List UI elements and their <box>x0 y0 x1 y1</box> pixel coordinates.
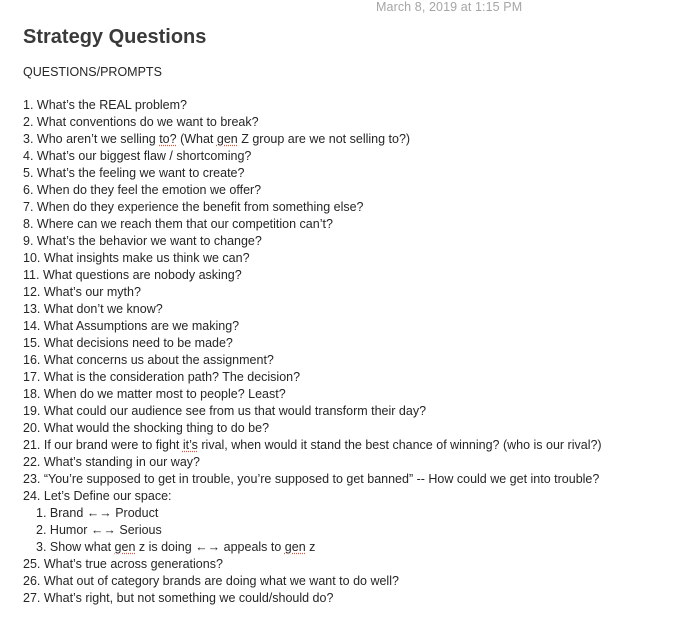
item-number: 3. <box>36 540 47 554</box>
item-number: 6. <box>23 183 34 197</box>
item-number: 1. <box>36 506 47 520</box>
item-number: 24. <box>23 489 41 503</box>
item-text: What don’t we know? <box>43 302 163 316</box>
list-item <box>23 590 680 607</box>
sub-list-item <box>23 539 680 556</box>
list-item <box>23 233 680 250</box>
item-number: 19. <box>23 404 41 418</box>
item-text: What’s the feeling we want to create? <box>36 166 245 180</box>
list-item <box>23 454 680 471</box>
item-text: What’s right, but not something we could/should do? <box>43 591 334 605</box>
list-item <box>23 488 680 505</box>
item-number: 16. <box>23 353 41 367</box>
list-item <box>23 335 680 352</box>
list-item <box>23 573 680 590</box>
list-item <box>23 250 680 267</box>
list-item <box>23 369 680 386</box>
item-text: If our brand were to fight <box>43 438 183 452</box>
item-number: 20. <box>23 421 41 435</box>
item-text: Where can we reach them that our competition can’t? <box>36 217 333 231</box>
item-text: What’s our biggest flaw / shortcoming? <box>36 149 252 163</box>
item-text: z is doing ←→ appeals to <box>135 540 285 554</box>
note-body[interactable] <box>23 24 680 607</box>
item-number: 23. <box>23 472 41 486</box>
note-timestamp: March 8, 2019 at 1:15 PM <box>376 0 523 14</box>
list-item <box>23 318 680 335</box>
list-item <box>23 301 680 318</box>
question-list <box>23 97 680 607</box>
item-text: What conventions do we want to break? <box>36 115 259 129</box>
item-text: What would the shocking thing to do be? <box>43 421 270 435</box>
item-text: What’s our myth? <box>43 285 141 299</box>
item-text: What is the consideration path? The decision? <box>43 370 301 384</box>
sub-list-item <box>23 505 680 522</box>
item-text: Who aren’t we selling <box>36 132 160 146</box>
list-item <box>23 284 680 301</box>
spellcheck-word: it’s <box>182 438 198 452</box>
list-item <box>23 216 680 233</box>
list-item <box>23 114 680 131</box>
list-item <box>23 420 680 437</box>
list-item <box>23 267 680 284</box>
item-number: 12. <box>23 285 41 299</box>
item-text: What’s true across generations? <box>43 557 223 571</box>
list-item <box>23 131 680 148</box>
item-text: What Assumptions are we making? <box>43 319 240 333</box>
note-title: Strategy Questions <box>23 26 207 48</box>
item-number: 5. <box>23 166 34 180</box>
item-number: 10. <box>23 251 41 265</box>
item-number: 17. <box>23 370 41 384</box>
list-item <box>23 471 680 488</box>
spellcheck-word: gen <box>114 540 136 554</box>
list-item <box>23 165 680 182</box>
item-text: Z group are we not selling to?) <box>237 132 411 146</box>
item-number: 2. <box>23 115 34 129</box>
section-label: QUESTIONS/PROMPTS <box>23 65 162 79</box>
item-number: 27. <box>23 591 41 605</box>
list-item <box>23 182 680 199</box>
item-number: 2. <box>36 523 47 537</box>
item-number: 15. <box>23 336 41 350</box>
item-text: What’s standing in our way? <box>43 455 200 469</box>
sub-list-item <box>23 522 680 539</box>
item-number: 14. <box>23 319 41 333</box>
list-item <box>23 556 680 573</box>
list-item <box>23 148 680 165</box>
item-text: “You’re supposed to get in trouble, you’re supposed to get banned” -- How could we get into trouble? <box>43 472 600 486</box>
item-text: What’s the REAL problem? <box>36 98 187 112</box>
list-item <box>23 352 680 369</box>
item-text: What insights make us think we can? <box>43 251 250 265</box>
item-number: 1. <box>23 98 34 112</box>
item-text: What concerns us about the assignment? <box>43 353 274 367</box>
spellcheck-word: to? <box>159 132 177 146</box>
item-text: Let’s Define our space: <box>43 489 172 503</box>
item-text: (What <box>176 132 217 146</box>
item-text: What decisions need to be made? <box>43 336 233 350</box>
item-text: When do we matter most to people? Least? <box>43 387 286 401</box>
item-number: 13. <box>23 302 41 316</box>
item-text: What out of category brands are doing what we want to do well? <box>43 574 399 588</box>
item-number: 22. <box>23 455 41 469</box>
list-item <box>23 97 680 114</box>
spellcheck-word: gen <box>216 132 238 146</box>
list-item <box>23 386 680 403</box>
item-number: 25. <box>23 557 41 571</box>
list-item <box>23 199 680 216</box>
item-number: 18. <box>23 387 41 401</box>
item-text: Humor ←→ Serious <box>49 523 162 537</box>
list-item <box>23 437 680 454</box>
item-number: 26. <box>23 574 41 588</box>
item-number: 8. <box>23 217 34 231</box>
item-text: Show what <box>49 540 115 554</box>
item-number: 11. <box>23 268 40 282</box>
item-text: Brand ←→ Product <box>49 506 159 520</box>
item-text: z <box>305 540 316 554</box>
spellcheck-word: gen <box>284 540 306 554</box>
list-item <box>23 403 680 420</box>
item-text: rival, when would it stand the best chance of winning? (who is our rival?) <box>197 438 602 452</box>
item-text: What questions are nobody asking? <box>42 268 242 282</box>
item-number: 3. <box>23 132 34 146</box>
item-number: 9. <box>23 234 34 248</box>
item-number: 7. <box>23 200 34 214</box>
item-text: When do they feel the emotion we offer? <box>36 183 262 197</box>
item-text: When do they experience the benefit from something else? <box>36 200 364 214</box>
item-text: What’s the behavior we want to change? <box>36 234 262 248</box>
item-text: What could our audience see from us that would transform their day? <box>43 404 427 418</box>
item-number: 4. <box>23 149 34 163</box>
item-number: 21. <box>23 438 41 452</box>
